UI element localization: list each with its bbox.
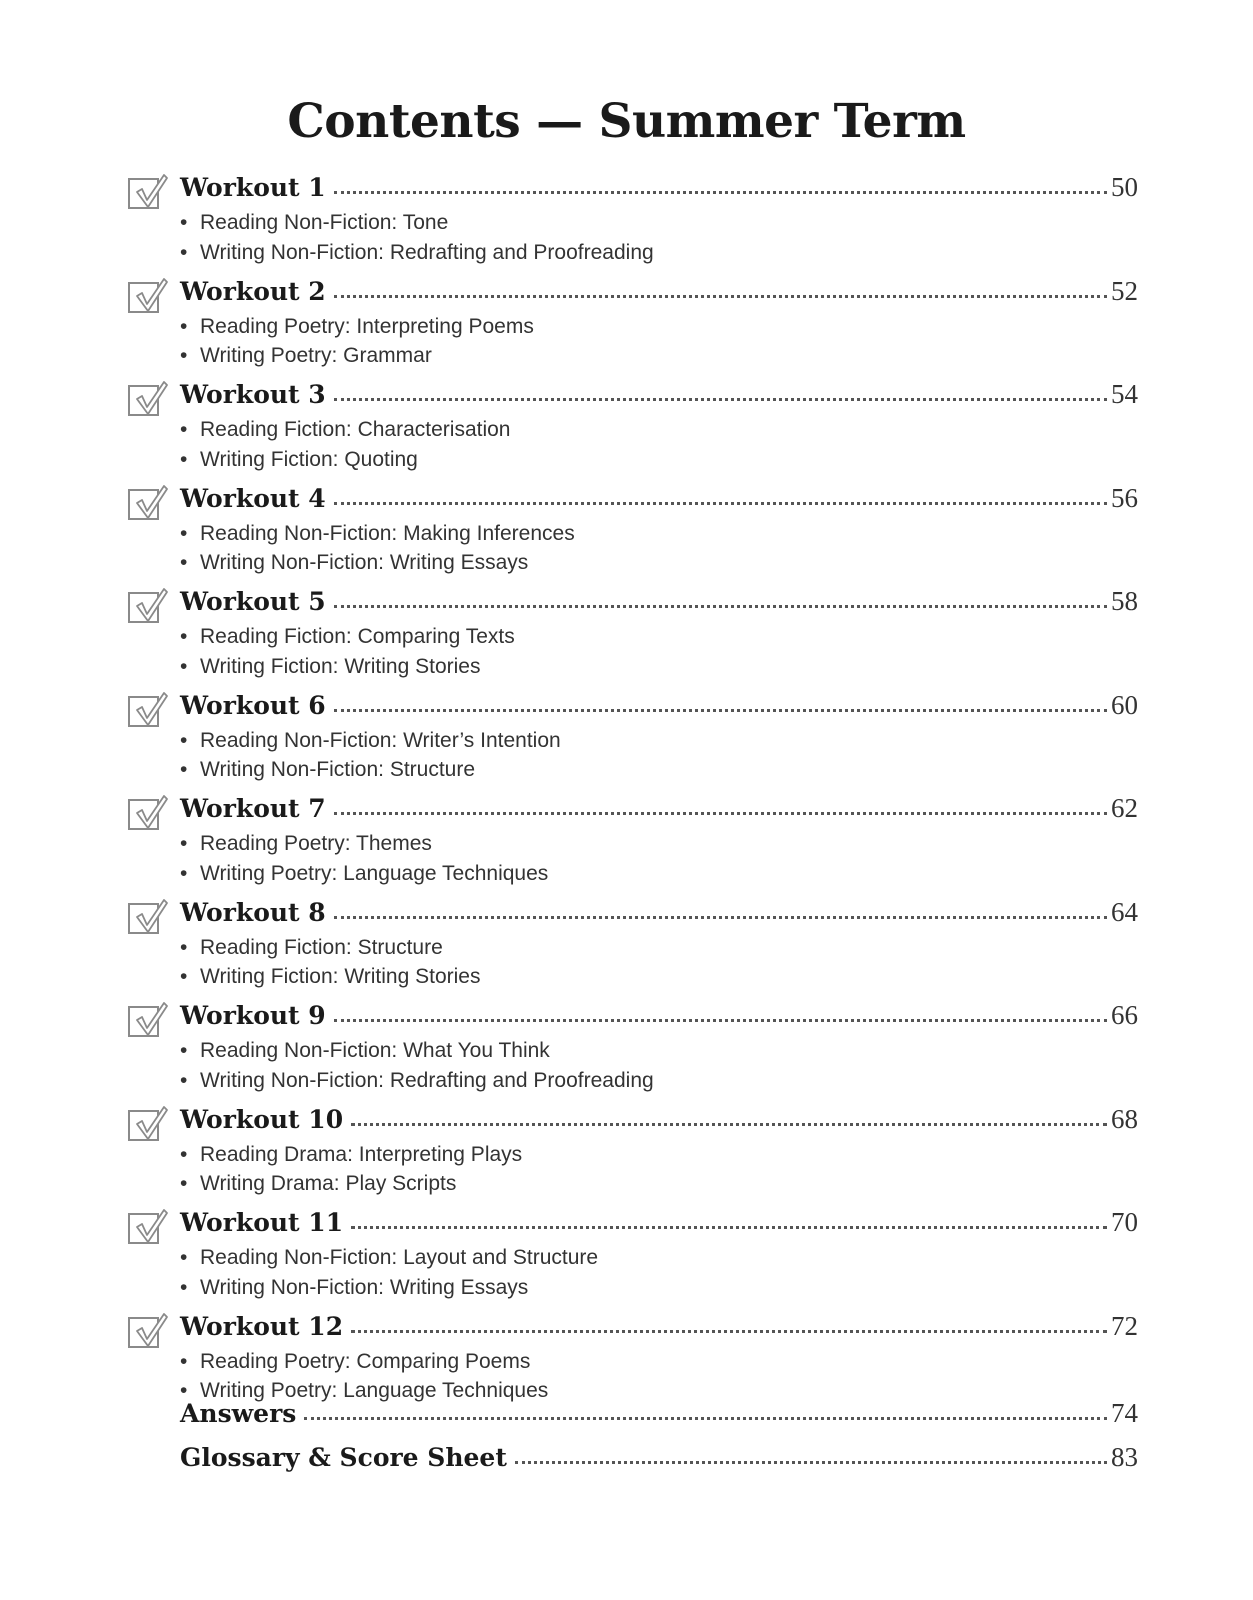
workout-title[interactable]: Workout 4	[180, 483, 326, 513]
topic-label: Writing Poetry: Language Techniques	[200, 861, 549, 885]
toc-line	[180, 483, 1138, 523]
toc-entry	[128, 1104, 1138, 1208]
bullet: •	[180, 1142, 188, 1166]
dot-leader	[334, 708, 1107, 712]
topic-label: Writing Drama: Play Scripts	[200, 1172, 457, 1195]
toc-line	[180, 1398, 1138, 1438]
topic-label: Writing Poetry: Language Techniques	[200, 1379, 549, 1402]
topic-item	[180, 341, 534, 371]
topic-item	[180, 312, 534, 342]
bullet: •	[180, 1172, 188, 1195]
topic-item	[180, 1036, 654, 1066]
dot-leader	[351, 1329, 1107, 1333]
completion-checkbox[interactable]	[128, 1213, 159, 1244]
topic-item	[180, 1066, 654, 1096]
completion-checkbox[interactable]	[128, 592, 159, 623]
bullet: •	[180, 211, 188, 234]
topic-label: Writing Fiction: Quoting	[200, 447, 418, 471]
topic-list	[180, 415, 511, 474]
topic-list	[180, 1140, 522, 1199]
bullet: •	[180, 728, 188, 752]
bullet: •	[180, 654, 188, 678]
topic-label: Reading Non-Fiction: Tone	[200, 211, 449, 234]
page-number: 54	[1111, 379, 1138, 409]
topic-list	[180, 312, 534, 371]
toc-line	[180, 1104, 1138, 1144]
topic-label: Reading Fiction: Characterisation	[200, 418, 511, 441]
topic-label: Writing Fiction: Writing Stories	[200, 965, 481, 988]
page-number: 68	[1111, 1103, 1138, 1134]
topic-item	[180, 208, 654, 238]
topic-label: Reading Non-Fiction: Layout and Structure	[200, 1246, 599, 1269]
completion-checkbox[interactable]	[128, 385, 159, 416]
dot-leader	[334, 294, 1107, 298]
page-number: 64	[1111, 896, 1138, 927]
topic-list	[180, 1347, 548, 1406]
bullet: •	[180, 832, 188, 855]
topic-item	[180, 1243, 598, 1273]
bullet: •	[180, 1039, 188, 1062]
dot-leader	[334, 811, 1107, 815]
dot-leader	[334, 604, 1107, 608]
toc-entry	[128, 483, 1138, 587]
toc-line	[180, 379, 1138, 419]
page-number: 62	[1111, 793, 1138, 823]
toc-line	[180, 1000, 1138, 1040]
bullet: •	[180, 418, 188, 441]
toc-line	[180, 172, 1138, 212]
topic-label: Writing Poetry: Grammar	[200, 344, 432, 367]
bullet: •	[180, 344, 188, 367]
dot-leader	[334, 501, 1107, 505]
workout-title[interactable]: Workout 11	[180, 1208, 344, 1237]
toc-line	[180, 690, 1138, 730]
checkmark-icon	[133, 793, 169, 833]
dot-leader	[351, 1225, 1107, 1229]
dot-leader	[304, 1416, 1107, 1420]
topic-item	[180, 933, 480, 963]
topic-list	[180, 208, 654, 267]
checkmark-icon	[133, 483, 169, 523]
toc-line	[180, 586, 1138, 626]
completion-checkbox[interactable]	[128, 1110, 159, 1141]
topic-label: Reading Poetry: Comparing Poems	[200, 1349, 531, 1373]
workout-title[interactable]: Workout 12	[180, 1311, 344, 1341]
topic-label: Reading Drama: Interpreting Plays	[200, 1142, 523, 1166]
bullet: •	[180, 551, 188, 574]
topic-item	[180, 1169, 522, 1199]
toc-line	[180, 1311, 1138, 1351]
completion-checkbox[interactable]	[128, 178, 159, 209]
workout-title[interactable]: Workout 5	[180, 587, 326, 616]
bullet: •	[180, 861, 188, 885]
topic-item	[180, 519, 575, 549]
topic-label: Writing Non-Fiction: Redrafting and Proofreading	[200, 1068, 654, 1092]
checkmark-icon	[133, 897, 169, 937]
topic-item	[180, 548, 575, 578]
page-number: 72	[1111, 1310, 1138, 1341]
topic-label: Reading Non-Fiction: Making Inferences	[200, 521, 575, 545]
completion-checkbox[interactable]	[128, 903, 159, 934]
topic-item	[180, 726, 561, 756]
toc-entry	[128, 172, 1138, 276]
topic-label: Reading Poetry: Themes	[200, 832, 432, 855]
page-number: 58	[1111, 586, 1138, 616]
section-title[interactable]: Glossary & Score Sheet	[180, 1443, 507, 1472]
page-number: 74	[1111, 1398, 1138, 1428]
topic-item	[180, 622, 515, 652]
page-number: 60	[1111, 689, 1138, 720]
topic-item	[180, 859, 548, 889]
bullet: •	[180, 1275, 188, 1299]
toc-entry	[128, 1000, 1138, 1104]
topic-label: Reading Poetry: Interpreting Poems	[200, 314, 534, 338]
checkmark-icon	[133, 276, 169, 316]
workout-title[interactable]: Workout 7	[180, 794, 326, 823]
checkmark-icon	[133, 379, 169, 419]
topic-label: Writing Fiction: Writing Stories	[200, 654, 481, 678]
topic-label: Writing Non-Fiction: Structure	[200, 758, 476, 781]
topic-label: Writing Non-Fiction: Redrafting and Proofreading	[200, 240, 654, 264]
topic-label: Writing Non-Fiction: Writing Essays	[200, 551, 529, 574]
checkmark-icon	[133, 1104, 169, 1144]
topic-item	[180, 445, 511, 475]
page-number: 50	[1111, 172, 1138, 202]
bullet: •	[180, 1379, 188, 1402]
completion-checkbox[interactable]	[128, 696, 159, 727]
dot-leader	[334, 190, 1107, 194]
bullet: •	[180, 935, 188, 959]
toc-line	[180, 1442, 1138, 1482]
bullet: •	[180, 521, 188, 545]
topic-list	[180, 829, 548, 888]
page-number: 52	[1111, 275, 1138, 306]
page-number: 66	[1111, 1000, 1138, 1030]
toc-entry	[128, 1207, 1138, 1311]
toc-entry	[128, 586, 1138, 690]
topic-label: Reading Fiction: Comparing Texts	[200, 625, 515, 648]
topic-item	[180, 1140, 522, 1170]
workout-title[interactable]: Workout 9	[180, 1001, 326, 1030]
topic-label: Reading Non-Fiction: Writer’s Intention	[200, 728, 561, 752]
bullet: •	[180, 447, 188, 471]
bullet: •	[180, 1246, 188, 1269]
topic-item	[180, 962, 480, 992]
toc-line	[180, 1207, 1138, 1247]
completion-checkbox[interactable]	[128, 799, 159, 830]
dot-leader	[334, 915, 1107, 919]
dot-leader	[351, 1122, 1107, 1126]
extra-sections-list	[128, 1398, 1138, 1486]
topic-label: Reading Non-Fiction: What You Think	[200, 1039, 550, 1062]
toc-entry-glossary	[128, 1442, 1138, 1486]
topic-list	[180, 1036, 654, 1095]
workout-list	[128, 172, 1138, 1414]
topic-item	[180, 415, 511, 445]
checkmark-icon	[133, 172, 169, 212]
bullet: •	[180, 625, 188, 648]
workout-title[interactable]: Workout 3	[180, 380, 326, 409]
topic-item	[180, 238, 654, 268]
section-title[interactable]: Answers	[180, 1399, 297, 1428]
page-title: Contents — Summer Term	[287, 94, 966, 149]
topic-item	[180, 1347, 548, 1377]
toc-entry-answers	[128, 1398, 1138, 1442]
bullet: •	[180, 965, 188, 988]
dot-leader	[334, 1018, 1107, 1022]
bullet: •	[180, 758, 188, 781]
topic-label: Writing Non-Fiction: Writing Essays	[200, 1275, 529, 1299]
dot-leader	[515, 1460, 1107, 1464]
workout-title[interactable]: Workout 8	[180, 897, 326, 927]
checkmark-icon	[133, 1311, 169, 1351]
workout-title[interactable]: Workout 1	[180, 173, 326, 202]
checkmark-icon	[133, 586, 169, 626]
toc-entry	[128, 793, 1138, 897]
topic-label: Reading Fiction: Structure	[200, 935, 443, 959]
workout-title[interactable]: Workout 10	[180, 1104, 344, 1134]
toc-line	[180, 793, 1138, 833]
topic-item	[180, 652, 515, 682]
bullet: •	[180, 314, 188, 338]
checkmark-icon	[133, 690, 169, 730]
dot-leader	[334, 397, 1107, 401]
topic-list	[180, 933, 480, 992]
bullet: •	[180, 1349, 188, 1373]
toc-entry	[128, 276, 1138, 380]
topic-item	[180, 1273, 598, 1303]
workout-title[interactable]: Workout 2	[180, 276, 326, 306]
page-number: 70	[1111, 1207, 1138, 1237]
toc-line	[180, 276, 1138, 316]
toc-entry	[128, 379, 1138, 483]
toc-entry	[128, 897, 1138, 1001]
topic-item	[180, 755, 561, 785]
topic-list	[180, 622, 515, 681]
topic-list	[180, 1243, 598, 1302]
toc-entry	[128, 690, 1138, 794]
workout-title[interactable]: Workout 6	[180, 690, 326, 720]
bullet: •	[180, 240, 188, 264]
completion-checkbox[interactable]	[128, 489, 159, 520]
checkmark-icon	[133, 1000, 169, 1040]
topic-item	[180, 829, 548, 859]
page-number: 56	[1111, 482, 1138, 513]
toc-line	[180, 897, 1138, 937]
completion-checkbox[interactable]	[128, 282, 159, 313]
completion-checkbox[interactable]	[128, 1006, 159, 1037]
bullet: •	[180, 1068, 188, 1092]
checkmark-icon	[133, 1207, 169, 1247]
topic-list	[180, 726, 561, 785]
completion-checkbox[interactable]	[128, 1317, 159, 1348]
topic-list	[180, 519, 575, 578]
page-number: 83	[1111, 1442, 1138, 1472]
